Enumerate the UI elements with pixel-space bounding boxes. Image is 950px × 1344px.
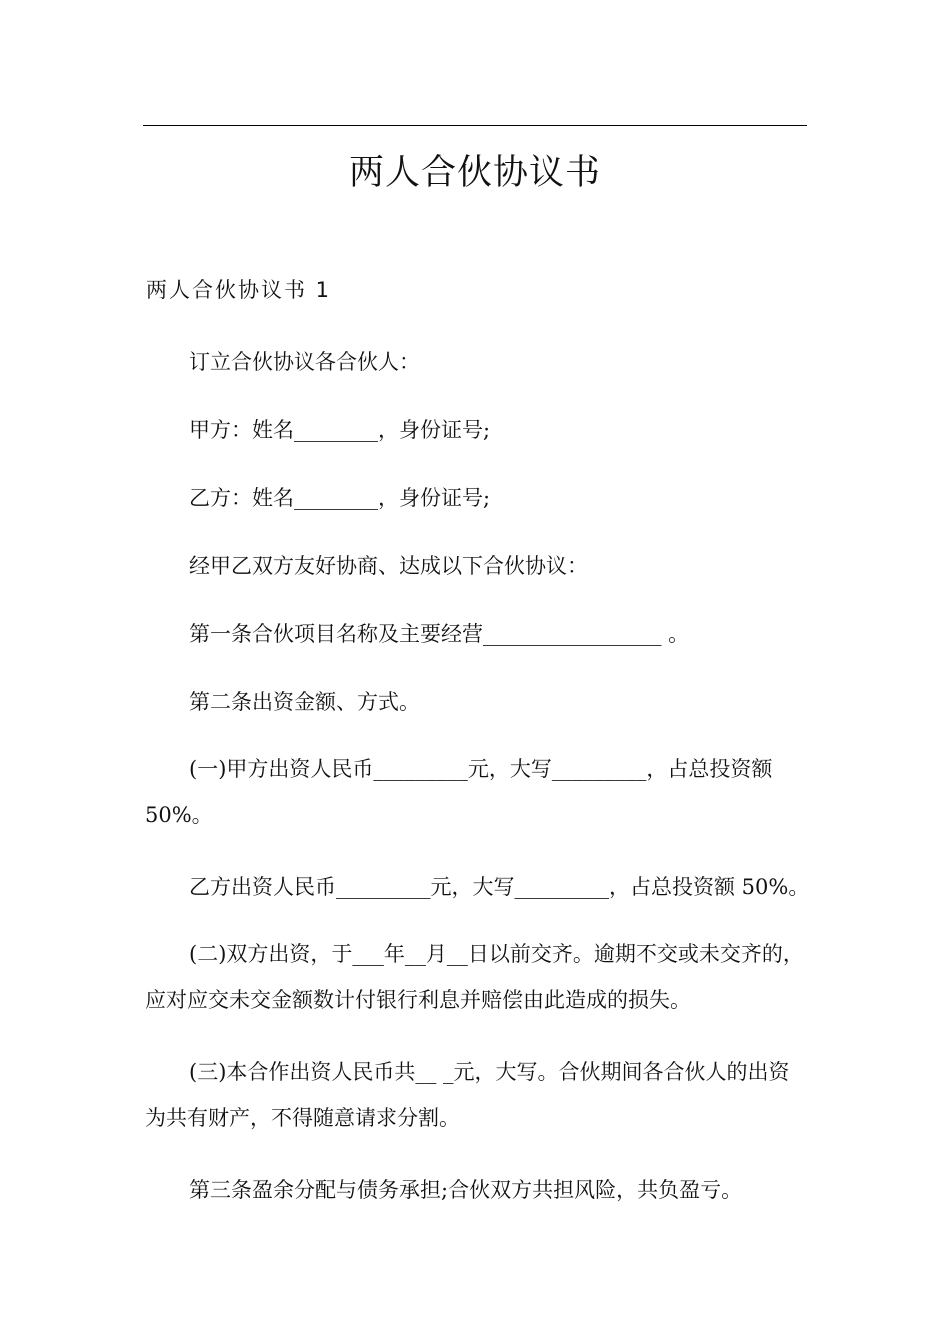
paragraph-party-b: 乙方：姓名________，身份证号; [189, 486, 491, 510]
paragraph-parties-intro: 订立合伙协议各合伙人： [189, 350, 420, 374]
paragraph-article-3: 第三条盈余分配与债务承担;合伙双方共担风险，共负盈亏。 [189, 1178, 743, 1202]
paragraph-article-2-item-1: (一)甲方出资人民币_________元，大写_________，占总投资额50%。 [145, 757, 773, 827]
paragraph-article-2-item-2: (二)双方出资，于___年__月__日以前交齐。逾期不交或未交齐的，应对应交未交金额数计付银行利息并赔偿由此造成的损失。 [145, 942, 804, 1012]
header-rule [143, 125, 807, 126]
paragraph-agreement-intro: 经甲乙双方友好协商、达成以下合伙协议： [189, 554, 588, 578]
section-heading: 两人合伙协议书 1 [146, 278, 332, 302]
paragraph-article-1: 第一条合伙项目名称及主要经营_________________ 。 [189, 622, 690, 646]
paragraph-article-2-party-b: 乙方出资人民币_________元，大写_________，占总投资额 50%。 [189, 875, 810, 899]
paragraph-article-2: 第二条出资金额、方式。 [189, 690, 420, 714]
document-title: 两人合伙协议书 [348, 153, 601, 193]
paragraph-article-2-item-3: (三)本合作出资人民币共__ _元，大写。合伙期间各合伙人的出资为共有财产，不得随意请求分割。 [145, 1060, 790, 1130]
paragraph-party-a: 甲方：姓名________，身份证号; [189, 418, 491, 442]
